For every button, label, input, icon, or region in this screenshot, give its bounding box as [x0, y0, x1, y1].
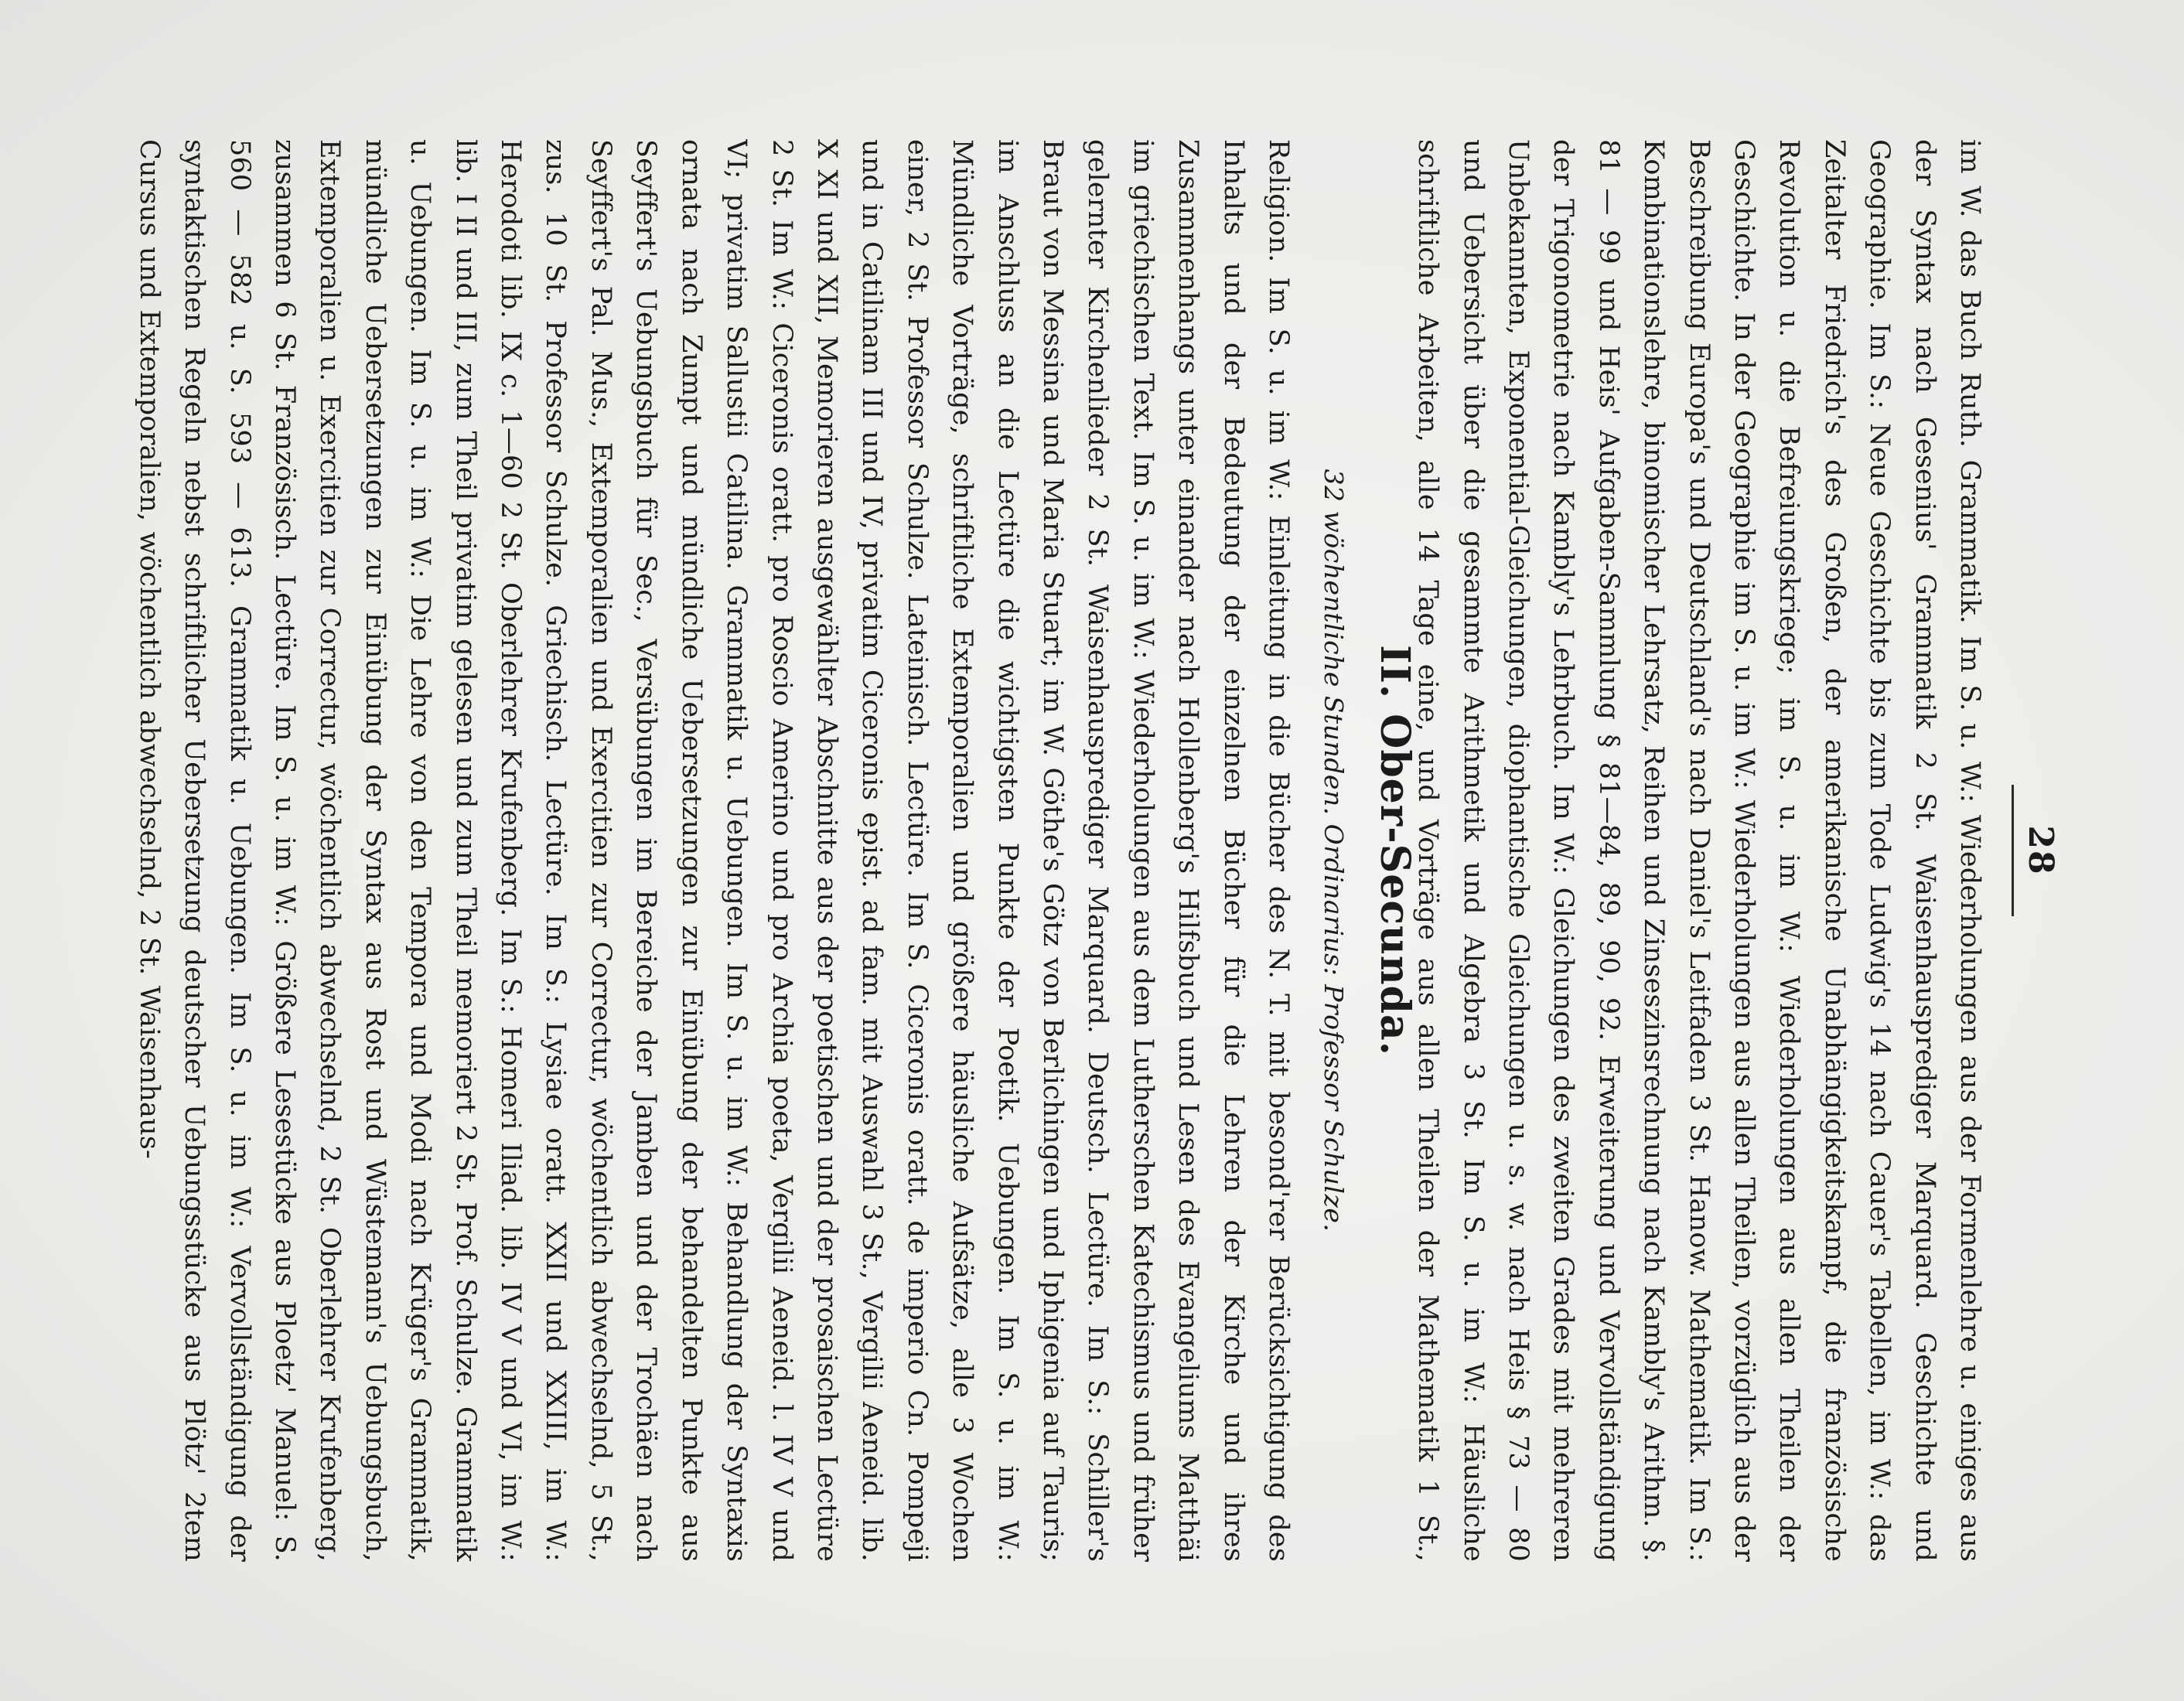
rotated-printed-page	[77, 77, 2107, 1624]
section-subheading: 32 wöchentliche Stunden. Ordinarius: Professor Schulze.	[1319, 469, 1349, 1232]
printed-sheet	[77, 77, 2107, 1624]
section-heading: II. Ober-Secunda.	[1371, 645, 1418, 1056]
page-number-rule	[2012, 785, 2014, 916]
top-paragraph: im W. das Buch Ruth. Grammatik. Im S. u. W.: Wiederholungen aus der Formenlehre u. einiges aus der Syntax nach Gesenius' Grammatik 2 St. Waisenhausprediger Marquard. Geschichte und Geographie. Im S.: Neue Geschichte bis zum Tode Ludwig's 14 nach Cauer's Tabellen, im W.: das Zeitalter Friedrich's des Großen, der amerikanische Unabhängigkeitskampf, die französische Revolution u. die Befreiungskriege; im S. u. im W.: Wiederholungen aus allen Theilen der Geschichte. In der Geographie im S. u. im W.: Wiederholungen aus allen Theilen, vorzüglich aus der Beschreibung Europa's und Deutschland's nach Daniel's Leitfaden 3 St. Hanow. Mathematik. Im S.: Kombinationslehre, binomischer Lehrsatz, Reihen und Zinseszinsrechnung nach Kambly's Arithm. §. 81 — 99 und Heis' Aufgaben-Sammlung § 81—84, 89, 90, 92. Erweiterung und Vervollständigung der Trigonometrie nach Kambly's Lehrbuch. Im W.: Gleichungen des zweiten Grades mit mehreren Unbekannten, Exponential-Gleichungen, diophantische Gleichungen u. s. w. nach Heis § 73 — 80 und Uebersicht über die gesammte Arithmetik und Algebra 3 St. Im S. u. im W.: Häusliche schriftliche Arbeiten, alle 14 Tage eine, und Vorträge aus allen Theilen der Mathematik 1 St.,	[1412, 139, 1985, 1562]
page-number: 28	[2021, 825, 2060, 876]
main-paragraph: Religion. Im S. u. im W.: Einleitung in die Bücher des N. T. mit besond'rer Berücksichtigung des Inhalts und der Bedeutung der einzelnen Bücher für die Lehren der Kirche und ihres Zusammenhangs unter einander nach Hollenberg's Hilfsbuch und Lesen des Evangeliums Matthäi im griechischen Text. Im S. u. im W.: Wiederholungen aus dem Lutherschen Katechismus und früher gelernter Kirchenlieder 2 St. Waisenhausprediger Marquard. Deutsch. Lectüre. Im S.: Schiller's Braut von Messina und Maria Stuart; im W. Göthe's Götz von Berlichingen und Iphigenia auf Tauris; im Anschluss an die Lectüre die wichtigsten Punkte der Poetik. Uebungen. Im S. u. im W.: Mündliche Vorträge, schriftliche Extemporalien und größere häusliche Aufsätze, alle 3 Wochen einer, 2 St. Professor Schulze. Lateinisch. Lectüre. Im S. Ciceronis oratt. de imperio Cn. Pompeji und in Catilinam III und IV, privatim Ciceronis epist. ad fam. mit Auswahl 3 St., Vergilii Aeneid. lib. X XI und XII, Memorieren ausgewählter Abschnitte aus der poetischen und der prosaischen Lectüre 2 St. Im W.: Ciceronis oratt. pro Roscio Amerino und pro Archia poeta, Vergilii Aeneid. l. IV V und VI; privatim Sallustii Catilina. Grammatik u. Uebungen. Im S. u. im W.: Behandlung der Syntaxis ornata nach Zumpt und mündliche Uebersetzungen zur Einübung der behandelten Punkte aus Seyffert's Uebungsbuch für Sec., Versübungen im Bereiche der Jamben und der Trochäen nach Seyffert's Pal. Mus., Extemporalien und Exercitien zur Correctur, wöchentlich abwechselnd, 5 St., zus. 10 St. Professor Schulze. Griechisch. Lectüre. Im S.: Lysiae oratt. XXII und XXIII, im W.: Herodoti lib. IX c. 1—60 2 St. Oberlehrer Krufenberg. Im S.: Homeri Iliad. lib. IV V und VI, im W.: lib. I II und III, zum Theil privatim gelesen und zum Theil memoriert 2 St. Prof. Schulze. Grammatik u. Uebungen. Im S. u. im W.: Die Lehre von den Tempora und Modi nach Krüger's Grammatik, mündliche Uebersetzungen zur Einübung der Syntax aus Rost und Wüstemann's Uebungsbuch, Extemporalien u. Exercitien zur Correctur, wöchentlich abwechselnd, 2 St. Oberlehrer Krufenberg, zusammen 6 St. Französisch. Lectüre. Im S. u. im W.: Größere Lesestücke aus Ploetz' Manuel: S. 560 — 582 u. S. 593 — 613. Grammatik u. Uebungen. Im S. u. im W.: Vervollständigung der syntaktischen Regeln nebst schriftlicher Uebersetzung deutscher Uebungsstücke aus Plötz' 2tem Cursus und Extemporalien, wöchentlich abwechselnd, 2 St. Waisenhaus-	[133, 139, 1294, 1562]
